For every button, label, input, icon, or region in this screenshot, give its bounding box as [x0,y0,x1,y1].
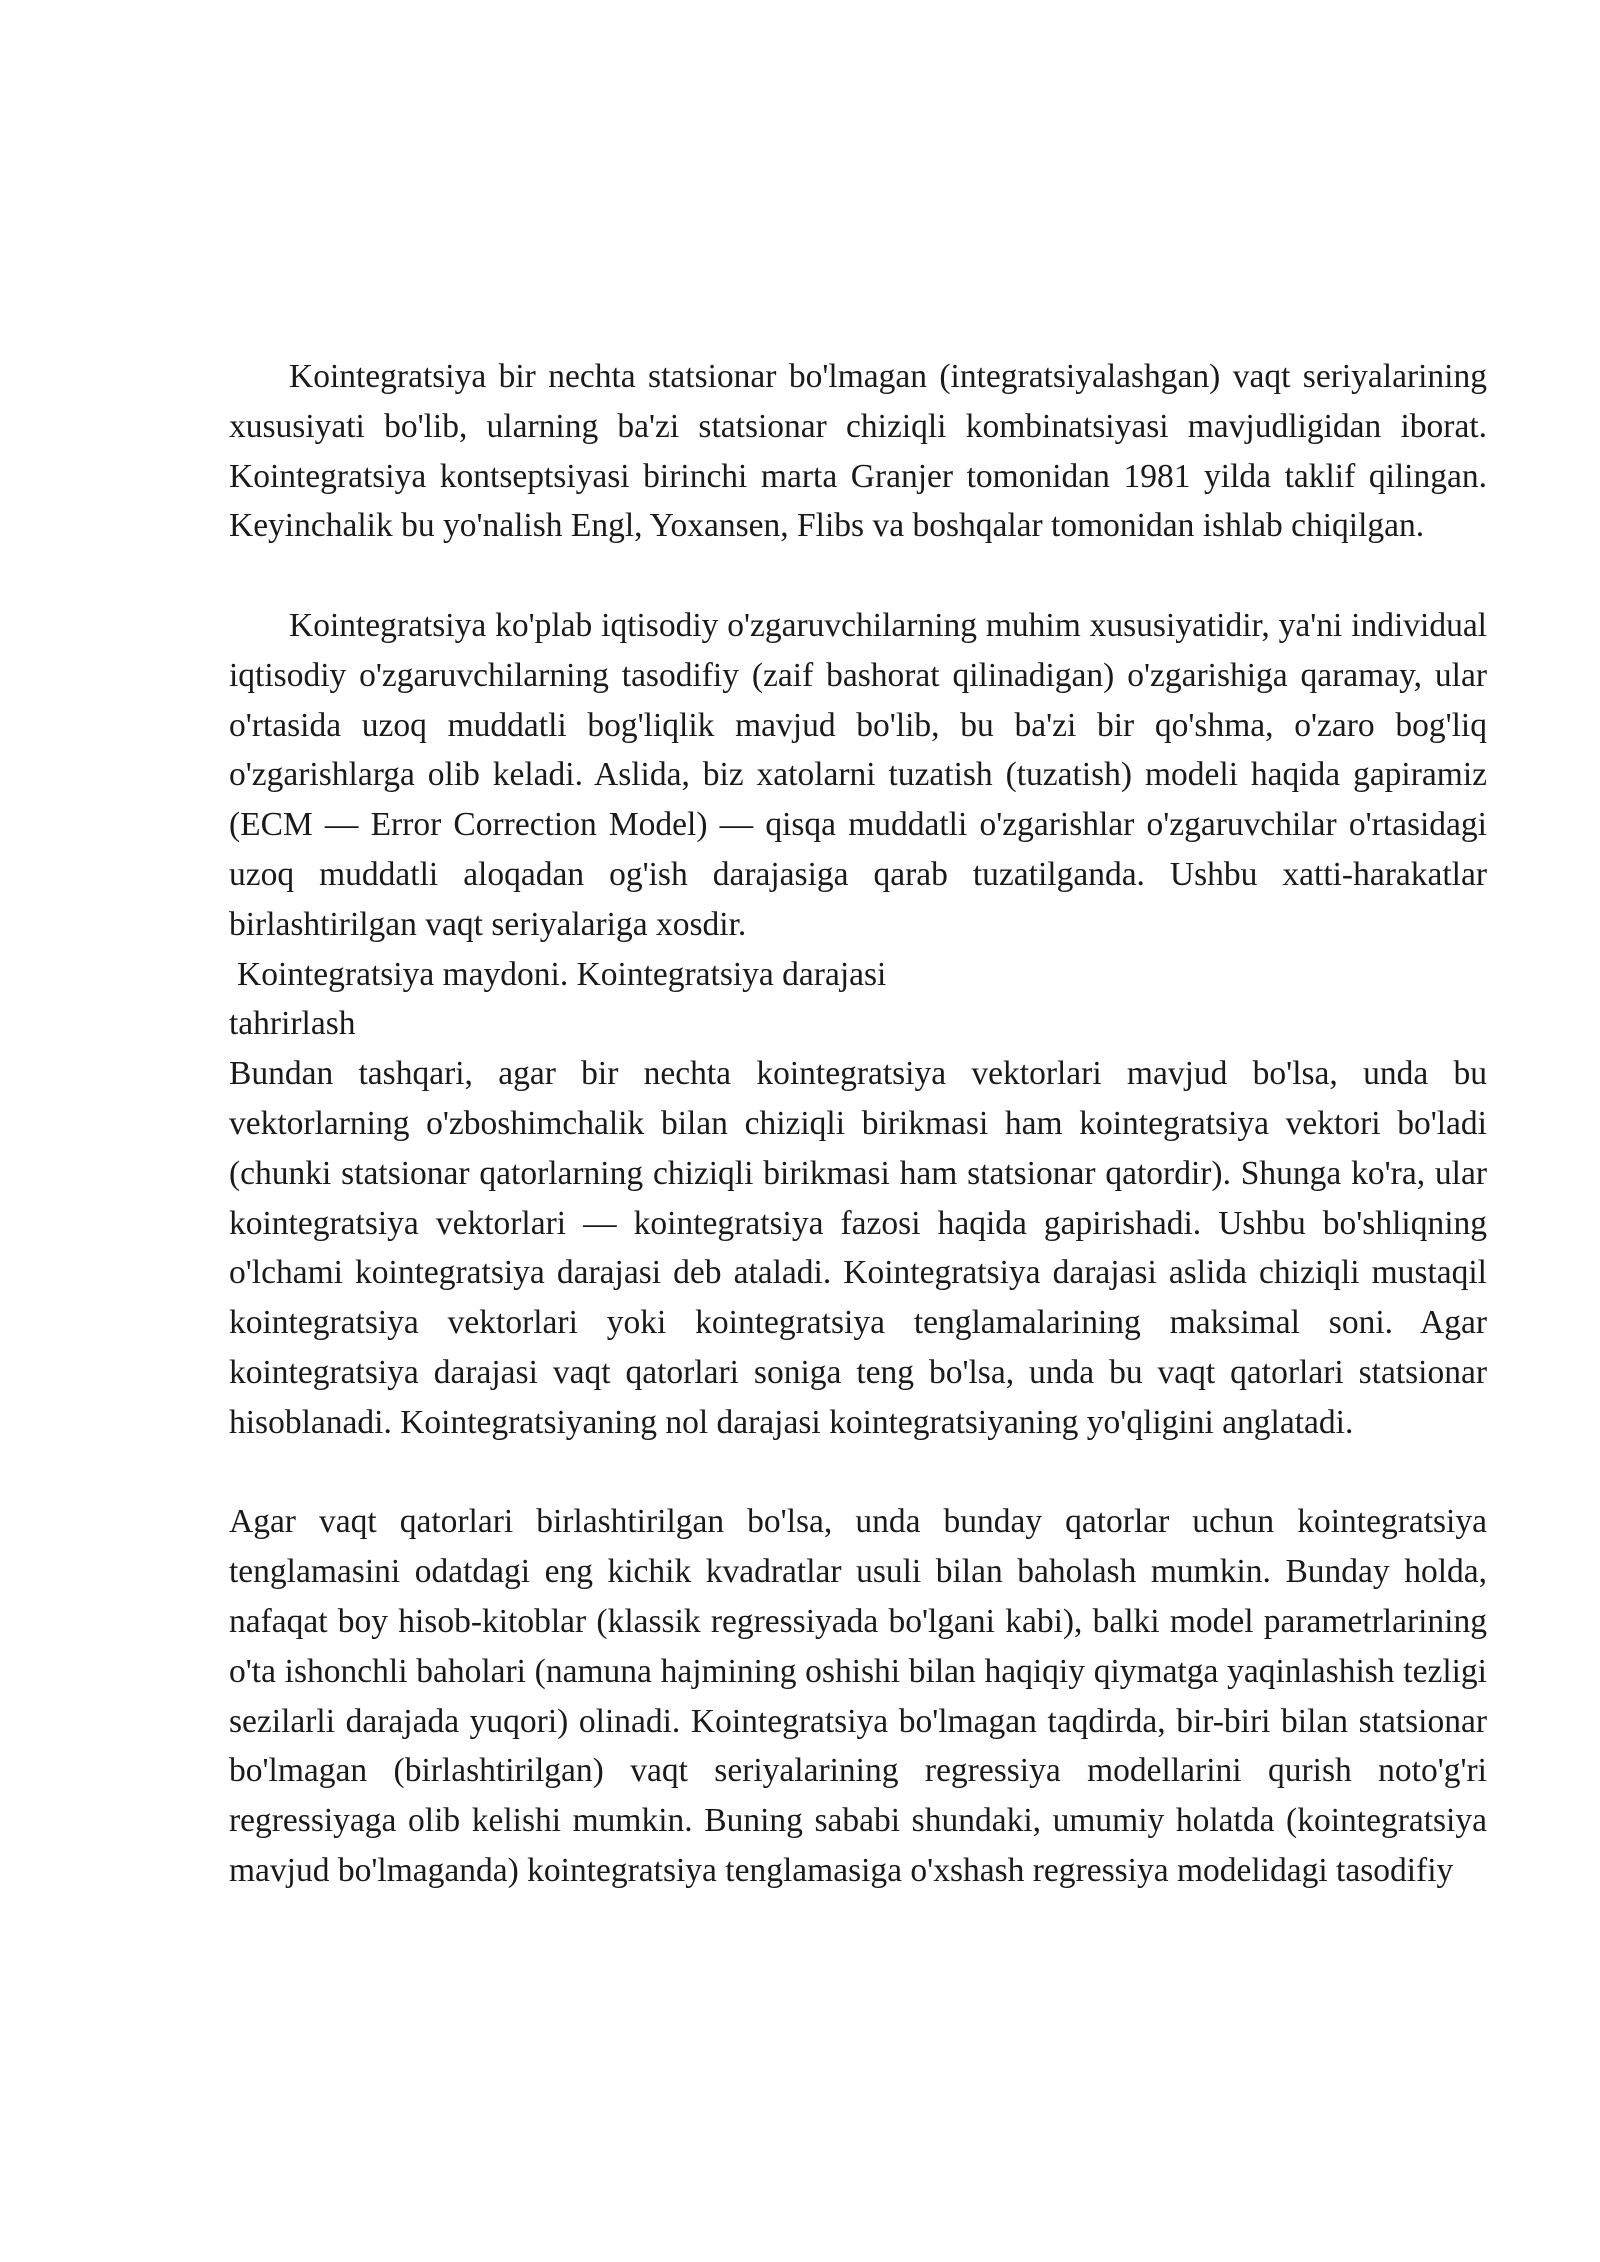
paragraph-spacer [229,1448,1487,1498]
paragraph-spacer [229,551,1487,601]
section-heading-edit-link[interactable]: tahrirlash [229,1005,356,1043]
paragraph-cointegration-definition: Kointegratsiya bir nechta statsionar bo'lmagan (integratsiyalashgan) vaqt seriyalarining xususiyati bo'lib, ularning ba'zi statsionar chiziqli kombinatsiyasi mavjudligidan iborat. Kointegratsiya kontseptsiyasi birinchi marta Granjer tomonidan 1981 yilda taklif qilingan. Keyinchalik bu yo'nalish Engl, Yoxansen, Flibs va boshqalar tomonidan ishlab chiqilgan. [229,358,1487,545]
document-page [229,352,1487,1896]
paragraph-cointegration-space: Bundan tashqari, agar bir nechta kointegratsiya vektorlari mavjud bo'lsa, unda bu vektorlarning o'zboshimchalik bilan chiziqli birikmasi ham kointegratsiya vektori bo'ladi (chunki statsionar qatorlarning chiziqli birikmasi ham statsionar qatordir). Shunga ko'ra, ular kointegratsiya vektorlari — kointegratsiya fazosi haqida gapirishadi. Ushbu bo'shliqning o'lchami kointegratsiya darajasi deb ataladi. Kointegratsiya darajasi aslida chiziqli mustaqil kointegratsiya vektorlari yoki kointegratsiya tenglamalarining maksimal soni. Agar kointegratsiya darajasi vaqt qatorlari soniga teng bo'lsa, unda bu vaqt qatorlari statsionar hisoblanadi. Kointegratsiyaning nol darajasi kointegratsiyaning yo'qligini anglatadi. [229,1055,1487,1441]
paragraph-regression-estimation: Agar vaqt qatorlari birlashtirilgan bo'lsa, unda bunday qatorlar uchun kointegratsiya tenglamasini odatdagi eng kichik kvadratlar usuli bilan baholash mumkin. Bunday holda, nafaqat boy hisob-kitoblar (klassik regressiyada bo'lgani kabi), balki model parametrlarining o'ta ishonchli baholari (namuna hajmining oshishi bilan haqiqiy qiymatga yaqinlashish tezligi sezilarli darajada yuqori) olinadi. Kointegratsiya bo'lmagan taqdirda, bir-biri bilan statsionar bo'lmagan (birlashtirilgan) vaqt seriyalarining regressiya modellarini qurish noto'g'ri regressiyaga olib kelishi mumkin. Buning sababi shundaki, umumiy holatda (kointegratsiya mavjud bo'lmaganda) kointegratsiya tenglamasiga o'xshash regressiya modelidagi tasodifiy [229,1503,1487,1889]
paragraph-economic-variables: Kointegratsiya ko'plab iqtisodiy o'zgaruvchilarning muhim xususiyatidir, ya'ni individual iqtisodiy o'zgaruvchilarning tasodifiy (zaif bashorat qilinadigan) o'zgarishiga qaramay, ular o'rtasida uzoq muddatli bog'liqlik mavjud bo'lib, bu ba'zi bir qo'shma, o'zaro bog'liq o'zgarishlarga olib keladi. Aslida, biz xatolarni tuzatish (tuzatish) modeli haqida gapiramiz (ECM — Error Correction Model) — qisqa muddatli o'zgarishlar o'zgaruvchilar o'rtasidagi uzoq muddatli aloqadan og'ish darajasiga qarab tuzatilganda. Ushbu xatti-harakatlar birlashtirilgan vaqt seriyalariga xosdir. [229,606,1487,943]
section-heading-title: Kointegratsiya maydoni. Kointegratsiya darajasi [237,955,887,993]
